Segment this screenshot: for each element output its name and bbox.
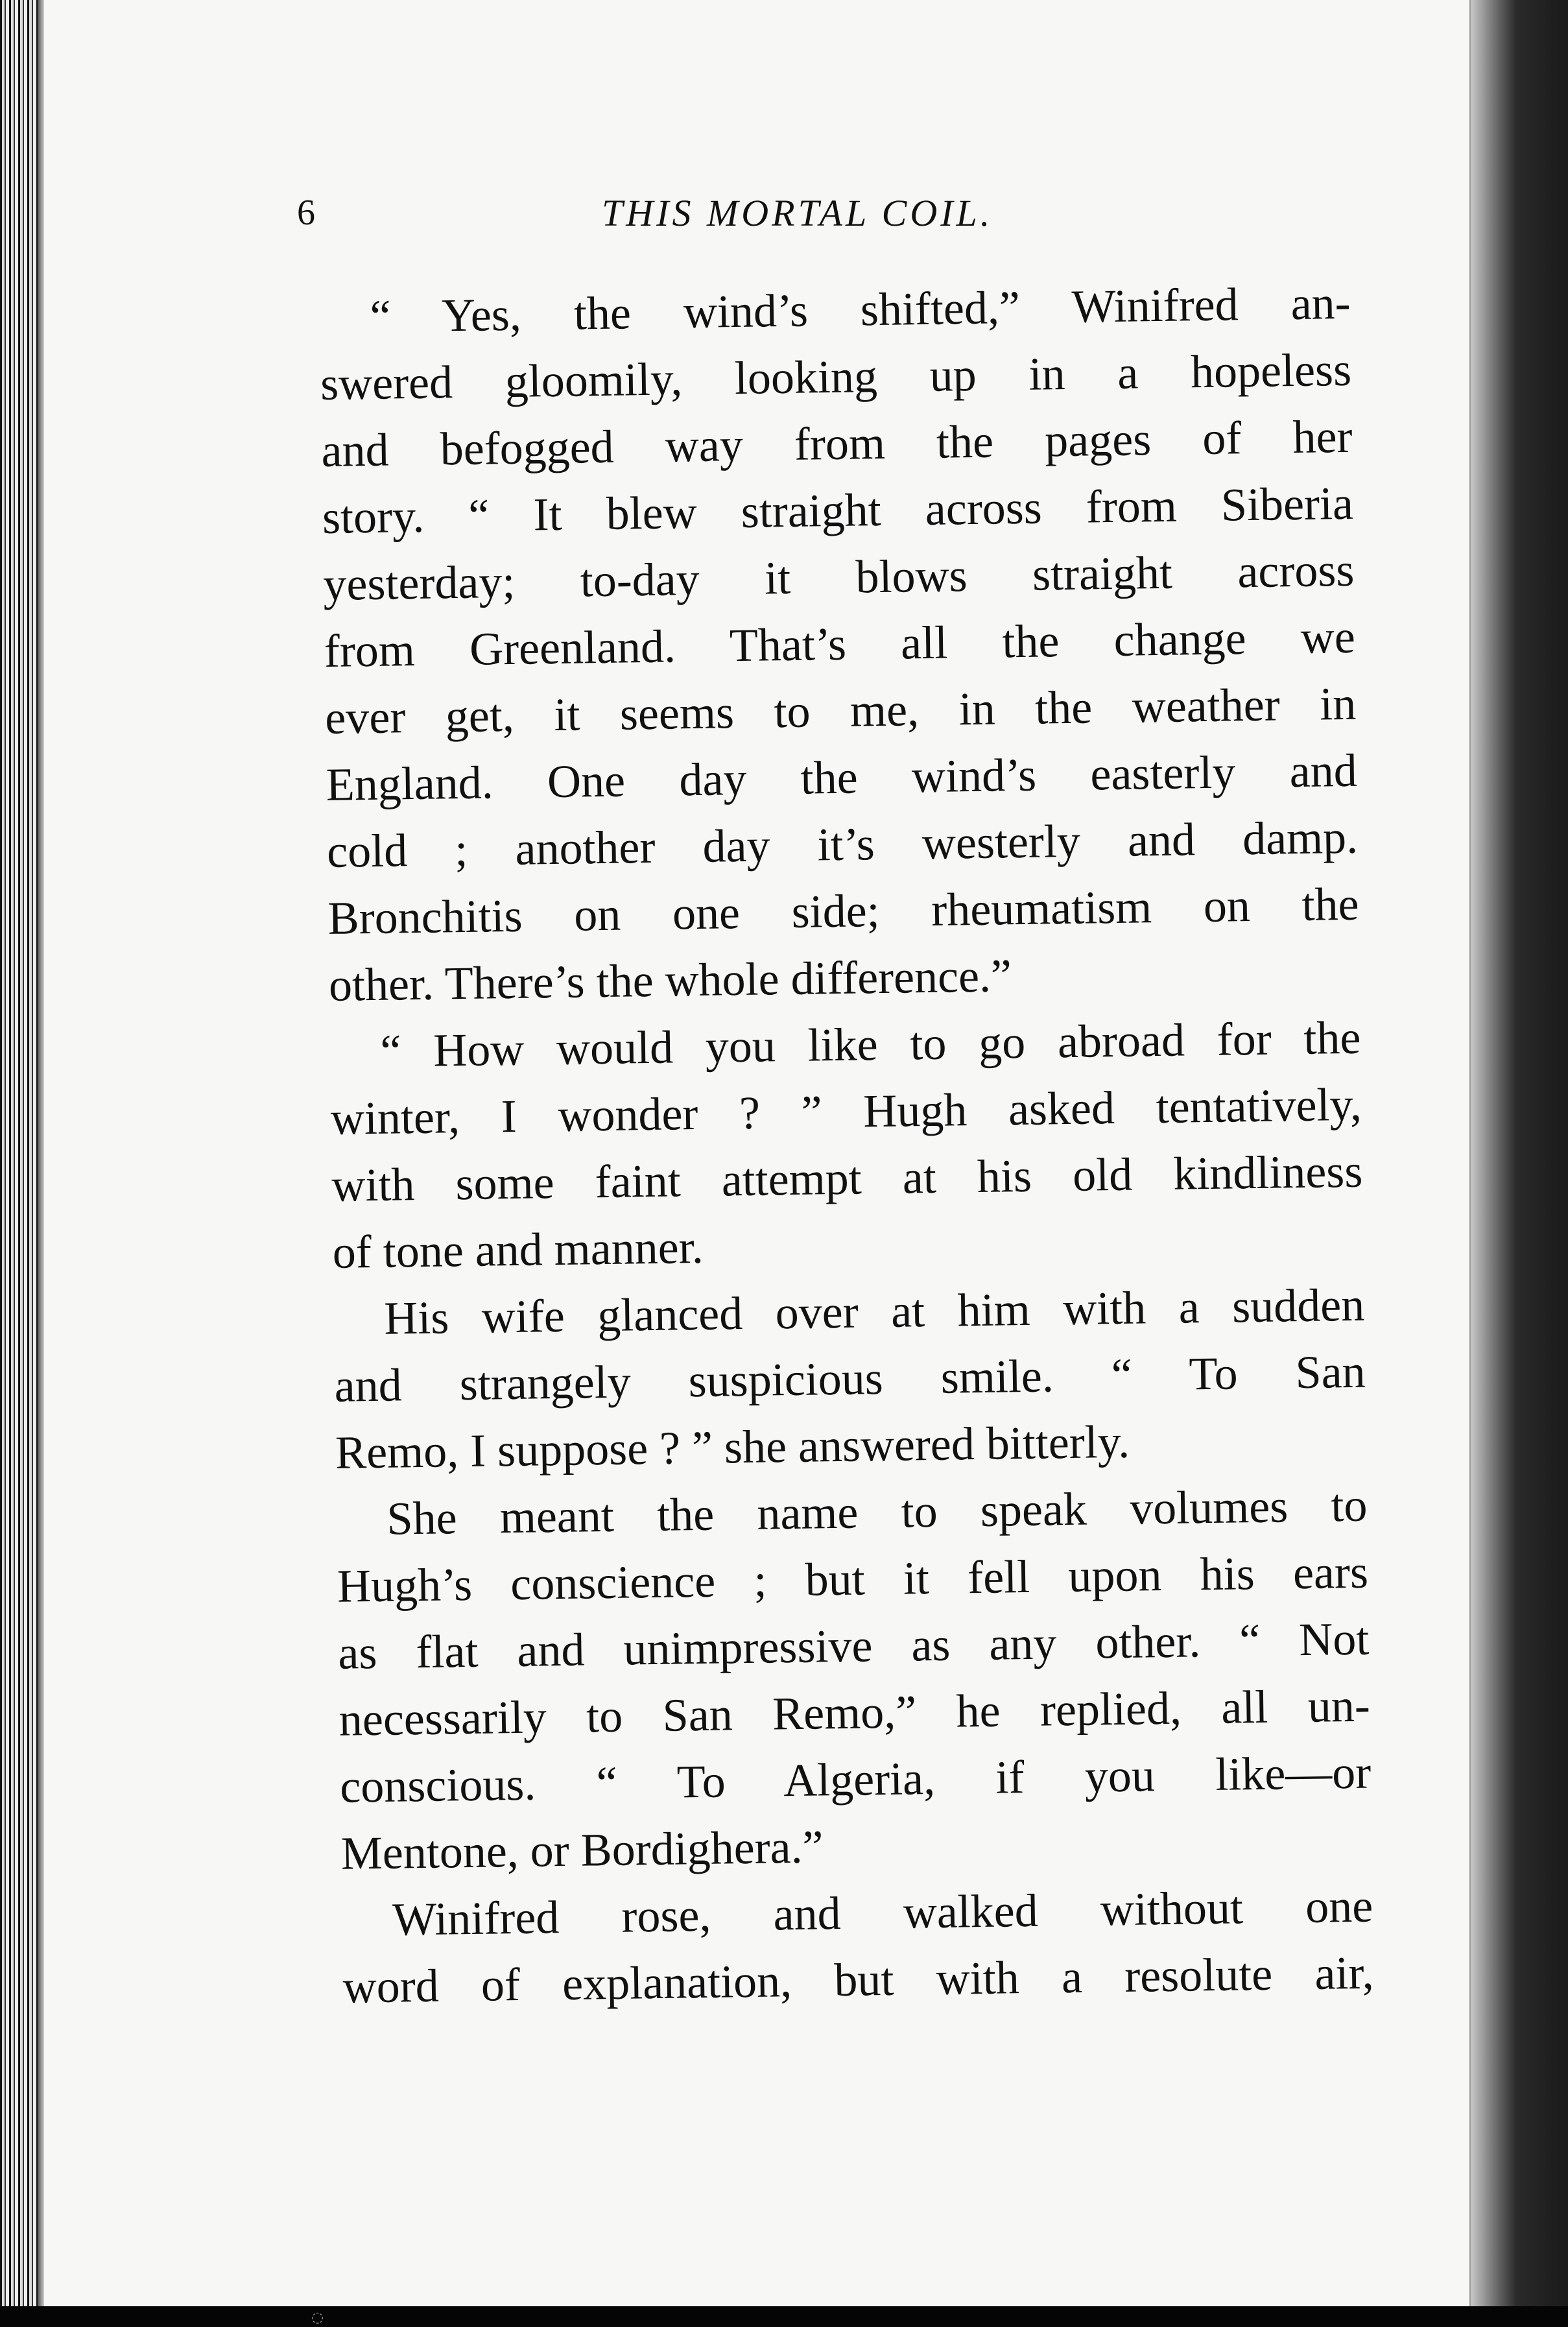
text-line: Winifred rose, and walked without one	[392, 1880, 1373, 1946]
book-binding-gutter	[1471, 0, 1568, 2327]
text-line: story. “ It blew straight across from Siberia	[322, 477, 1354, 543]
text-line: winter, I wonder ? ” Hugh asked tentatively,	[330, 1078, 1362, 1145]
page-edge-left-shadow	[38, 0, 44, 2327]
page-edge-bottom	[0, 2306, 1568, 2327]
text-line: with some faint attempt at his old kindliness	[331, 1145, 1363, 1211]
text-line: She meant the name to speak volumes to	[386, 1479, 1368, 1545]
running-title: THIS MORTAL COIL.	[602, 192, 993, 234]
text-line: “ How would you like to go abroad for the	[379, 1011, 1361, 1077]
text-line: conscious. “ To Algeria, if you like—or	[339, 1746, 1372, 1813]
text-line: His wife glanced over at him with a sudden	[383, 1278, 1365, 1344]
text-line: England. One day the wind’s easterly and	[326, 744, 1358, 811]
text-line: Bronchitis on one side; rheumatism on the	[327, 877, 1360, 944]
text-line: word of explanation, but with a resolute air,	[342, 1946, 1375, 2013]
text-line: yesterday; to-day it blows straight across	[322, 543, 1355, 610]
body-text	[319, 270, 1374, 2021]
text-line: Hugh’s conscience ; but it fell upon his ears	[337, 1545, 1369, 1612]
text-line: from Greenland. That’s all the change we	[324, 610, 1356, 677]
text-line: Remo, I suppose ? ” she answered bitterly.	[335, 1415, 1130, 1479]
text-line: swered gloomily, looking up in a hopeless	[320, 343, 1352, 410]
text-line: “ Yes, the wind’s shifted,” Winifred an-	[370, 276, 1351, 342]
text-line: cold ; another day it’s westerly and damp.	[326, 811, 1359, 877]
footer-mark: ◌	[311, 2309, 324, 2326]
text-line: other. There’s the whole difference.”	[328, 949, 1012, 1011]
page-edge-left	[0, 0, 38, 2327]
text-line: as flat and unimpressive as any other. “ Not	[337, 1612, 1370, 1679]
page-number: 6	[297, 193, 315, 233]
text-line: and befogged way from the pages of her	[321, 410, 1353, 477]
text-line: Mentone, or Bordighera.”	[340, 1820, 824, 1880]
text-line: of tone and manner.	[332, 1221, 704, 1278]
text-line: necessarily to San Remo,” he replied, all un-	[339, 1679, 1371, 1746]
text-line: and strangely suspicious smile. “ To San	[334, 1345, 1366, 1412]
text-line: ever get, it seems to me, in the weather in	[324, 677, 1357, 744]
